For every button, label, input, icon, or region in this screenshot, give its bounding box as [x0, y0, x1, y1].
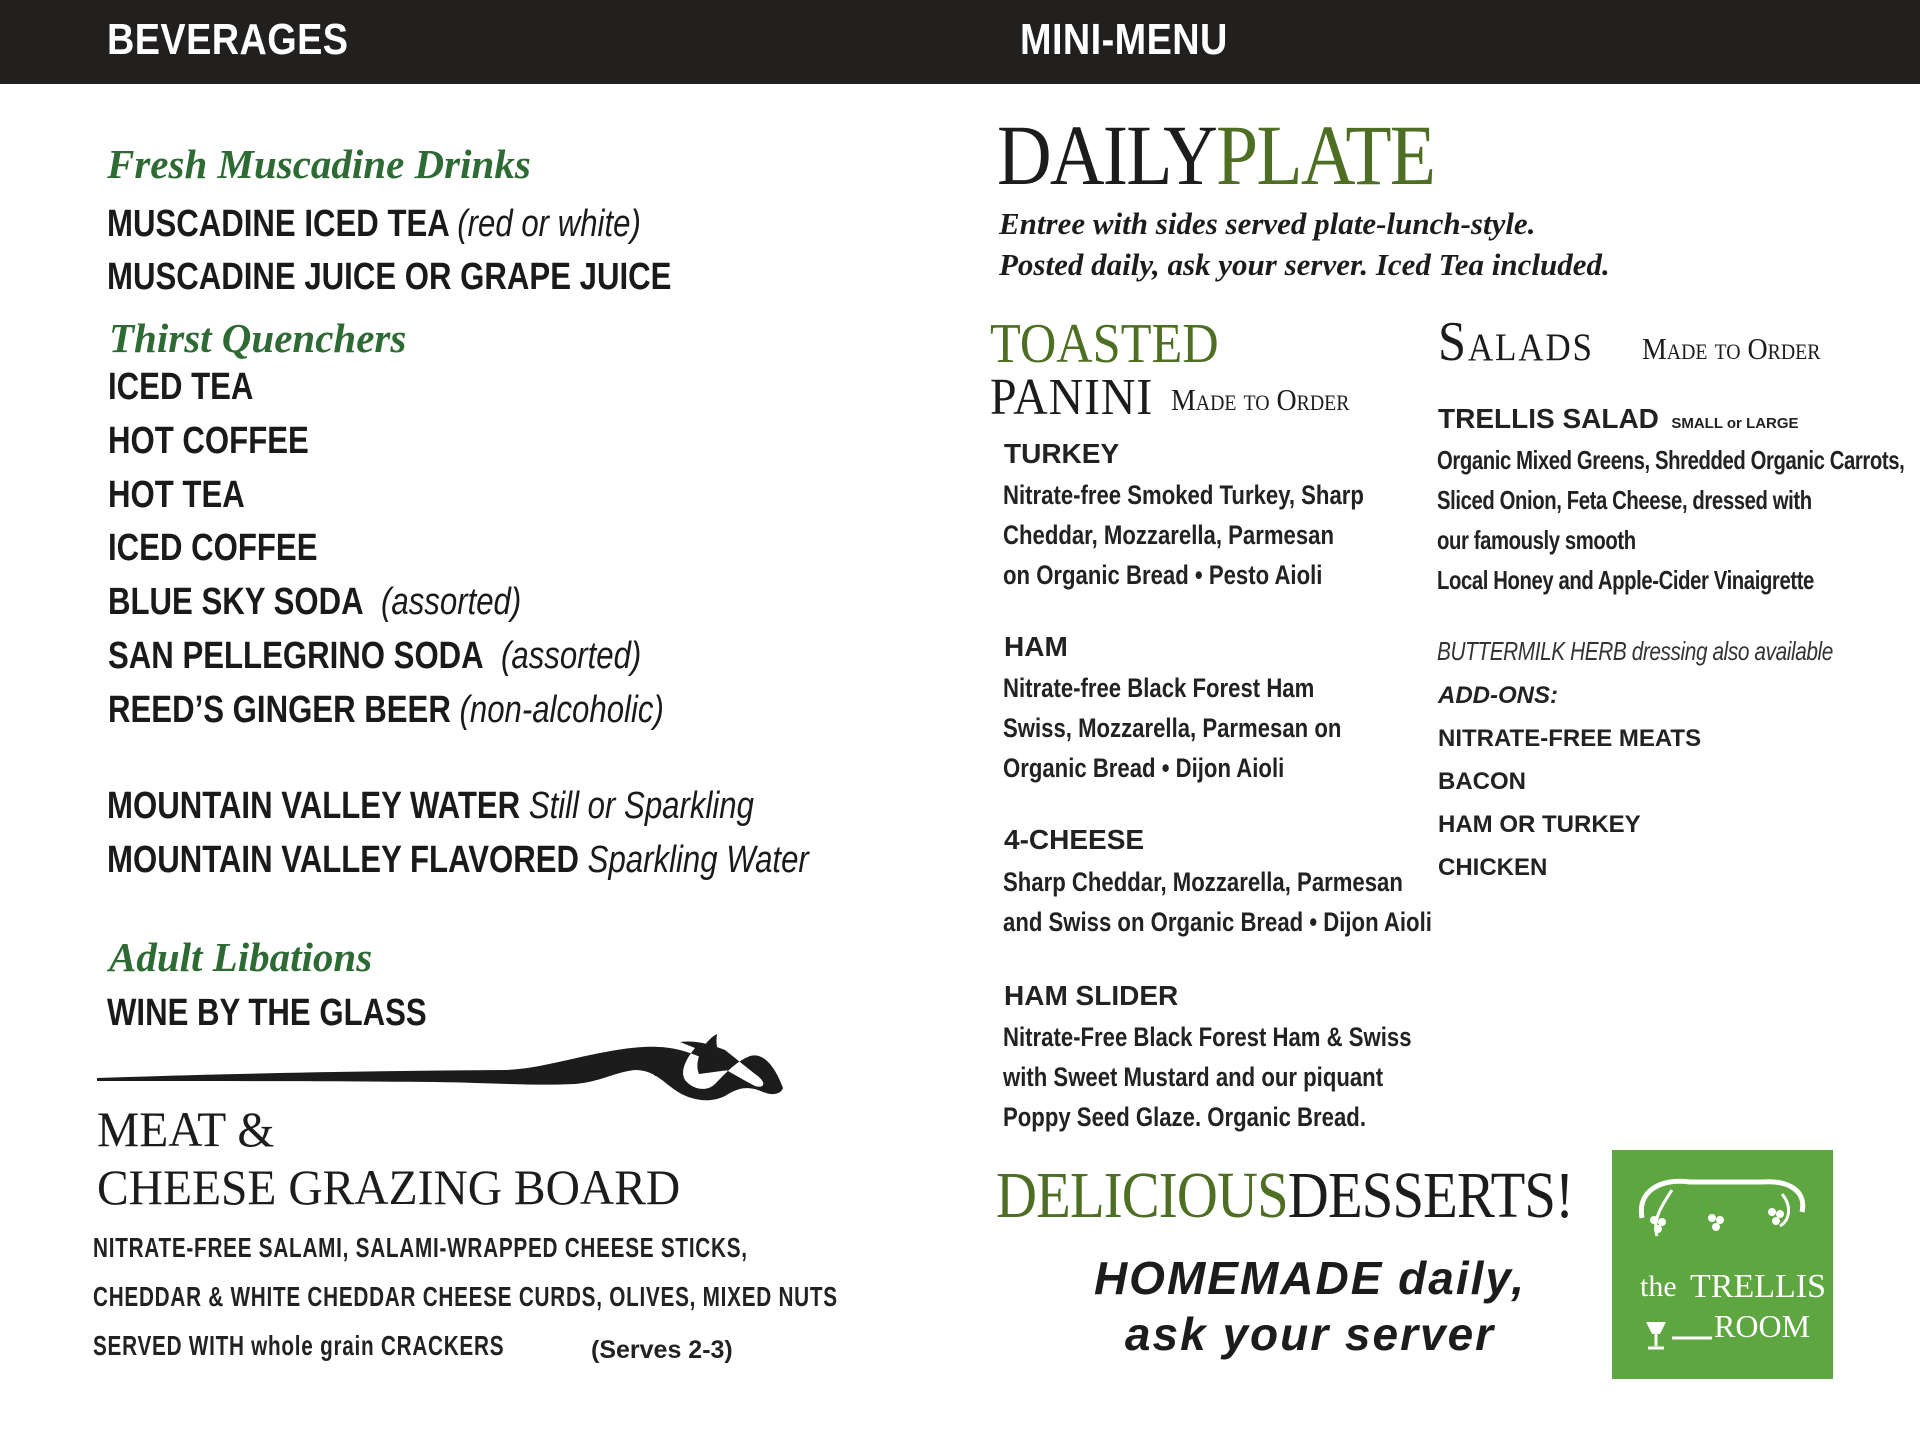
daily-word: DAILY: [997, 107, 1217, 203]
item-name: MOUNTAIN VALLEY FLAVORED: [107, 839, 580, 881]
daily-plate-desc-line1: Entree with sides served plate-lunch-style.: [999, 206, 1536, 241]
adult-libations-heading: Adult Libations: [109, 934, 373, 980]
panini-name-turkey: TURKEY: [1004, 438, 1120, 469]
menu-item: [107, 785, 754, 828]
item-name: MUSCADINE JUICE OR GRAPE JUICE: [107, 256, 672, 298]
panini-desc: [1003, 475, 1364, 595]
trellis-salad-row: [1438, 403, 1799, 435]
item-note: Still or Sparkling: [528, 785, 754, 827]
item-name: HOT COFFEE: [108, 420, 309, 462]
salads-title: Salads: [1438, 311, 1594, 373]
addon-item: NITRATE-FREE MEATS: [1438, 725, 1702, 752]
desc-line: Local Honey and Apple-Cider Vinaigrette: [1437, 565, 1814, 595]
item-name: WINE BY THE GLASS: [107, 992, 427, 1034]
menu-item: [108, 420, 309, 463]
toasted-title: TOASTED: [990, 313, 1219, 375]
menu-item: [107, 839, 809, 882]
trellis-room-logo: [1612, 1150, 1833, 1379]
panini-desc: [1003, 862, 1432, 942]
desc-line: Organic Bread • Dijon Aioli: [1003, 753, 1285, 783]
menu-item: [108, 581, 521, 624]
trellis-salad-size: SMALL or LARGE: [1671, 415, 1799, 432]
panini-name-4-cheese: 4-CHEESE: [1004, 824, 1145, 855]
desc-line: Nitrate-Free Black Forest Ham & Swiss: [1003, 1022, 1412, 1052]
delicious-word: DELICIOUS: [996, 1159, 1288, 1232]
board-title-line2: CHEESE GRAZING BOARD: [97, 1159, 681, 1215]
mini-menu-header: MINI-MENU: [1020, 15, 1228, 64]
addon-item: CHICKEN: [1438, 854, 1548, 881]
item-name: REED’S GINGER BEER: [108, 689, 451, 731]
item-name: HOT TEA: [108, 474, 245, 516]
item-note: (assorted): [501, 635, 642, 677]
panini-desc: [1003, 668, 1341, 788]
trellis-salad-name: TRELLIS SALAD: [1438, 403, 1659, 434]
panini-title-row: [990, 368, 1167, 427]
desc-line: and Swiss on Organic Bread • Dijon Aioli: [1003, 907, 1432, 937]
desc-line: Organic Mixed Greens, Shredded Organic Carrots,: [1437, 445, 1905, 475]
desc-line: Sliced Onion, Feta Cheese, dressed with: [1437, 485, 1812, 515]
panini-desc: [1003, 1017, 1412, 1137]
board-desc-line1: NITRATE-FREE SALAMI, SALAMI-WRAPPED CHEESE STICKS,: [93, 1232, 748, 1263]
logo-the: the: [1640, 1270, 1677, 1303]
item-name: MOUNTAIN VALLEY WATER: [107, 785, 521, 827]
desc-line: Cheddar, Mozzarella, Parmesan: [1003, 520, 1334, 550]
plate-word: PLATE: [1216, 107, 1435, 203]
menu-item: [107, 992, 427, 1035]
desserts-subtitle: [1060, 1250, 1560, 1362]
board-desc-line3: SERVED WITH whole grain CRACKERS: [93, 1330, 505, 1361]
desc-line: our famously smooth: [1437, 525, 1636, 555]
item-name: BLUE SKY SODA: [108, 581, 364, 623]
item-name: ICED TEA: [108, 366, 254, 408]
item-note: (non-alcoholic): [459, 689, 664, 731]
item-name: ICED COFFEE: [108, 527, 318, 569]
menu-item: [107, 256, 671, 299]
desc-line: on Organic Bread • Pesto Aioli: [1003, 560, 1323, 590]
daily-plate-title: [997, 105, 1434, 205]
desc-line: Swiss, Mozzarella, Parmesan on: [1003, 713, 1342, 743]
desserts-word: DESSERTS!: [1287, 1159, 1574, 1232]
item-name: MUSCADINE ICED TEA: [107, 203, 449, 245]
desserts-line2: ask your server: [1124, 1308, 1496, 1360]
menu-item: [108, 689, 664, 732]
daily-plate-desc-line2: Posted daily, ask your server. Iced Tea included.: [999, 247, 1610, 282]
addons-label: ADD-ONS:: [1438, 682, 1558, 709]
fresh-muscadine-heading: Fresh Muscadine Drinks: [107, 141, 531, 187]
item-note: Sparkling Water: [587, 839, 809, 881]
serves-note: (Serves 2-3): [591, 1336, 733, 1364]
desserts-title: [996, 1160, 1573, 1232]
item-name: SAN PELLEGRINO SODA: [108, 635, 484, 677]
item-note: (red or white): [457, 203, 641, 245]
desserts-line1: HOMEMADE daily,: [1093, 1252, 1527, 1304]
panini-name-ham-slider: HAM SLIDER: [1004, 980, 1179, 1011]
desc-line: Sharp Cheddar, Mozzarella, Parmesan: [1003, 867, 1403, 897]
board-desc-line2: CHEDDAR & WHITE CHEDDAR CHEESE CURDS, OLIVES, MIXED NUTS: [93, 1281, 838, 1312]
panini-name-ham: HAM: [1004, 631, 1068, 662]
decorative-flourish: [95, 1030, 785, 1105]
item-note: (assorted): [380, 581, 522, 623]
menu-item: [108, 635, 641, 678]
logo-room: ROOM: [1714, 1308, 1811, 1344]
desc-line: Poppy Seed Glaze. Organic Bread.: [1003, 1102, 1366, 1132]
menu-item: [108, 366, 253, 409]
thirst-quenchers-heading: Thirst Quenchers: [109, 315, 407, 361]
beverages-header: BEVERAGES: [107, 15, 349, 64]
salads-made-to-order: Made to Order: [1642, 331, 1821, 366]
menu-item: [108, 474, 245, 517]
logo-trellis: TRELLIS: [1690, 1268, 1826, 1305]
buttermilk-note: BUTTERMILK HERB dressing also available: [1437, 636, 1833, 666]
panini-made-to-order: Made to Order: [1171, 382, 1350, 417]
menu-item: [107, 203, 641, 246]
trellis-salad-desc: [1437, 440, 1904, 600]
addon-item: HAM OR TURKEY: [1438, 811, 1641, 838]
desc-line: Nitrate-free Black Forest Ham: [1003, 673, 1315, 703]
desc-line: Nitrate-free Smoked Turkey, Sharp: [1003, 480, 1364, 510]
board-title-line1: MEAT &: [97, 1101, 275, 1157]
addon-item: BACON: [1438, 768, 1526, 795]
desc-line: with Sweet Mustard and our piquant: [1003, 1062, 1384, 1092]
panini-title: PANINI: [990, 369, 1154, 426]
menu-item: [108, 527, 317, 570]
